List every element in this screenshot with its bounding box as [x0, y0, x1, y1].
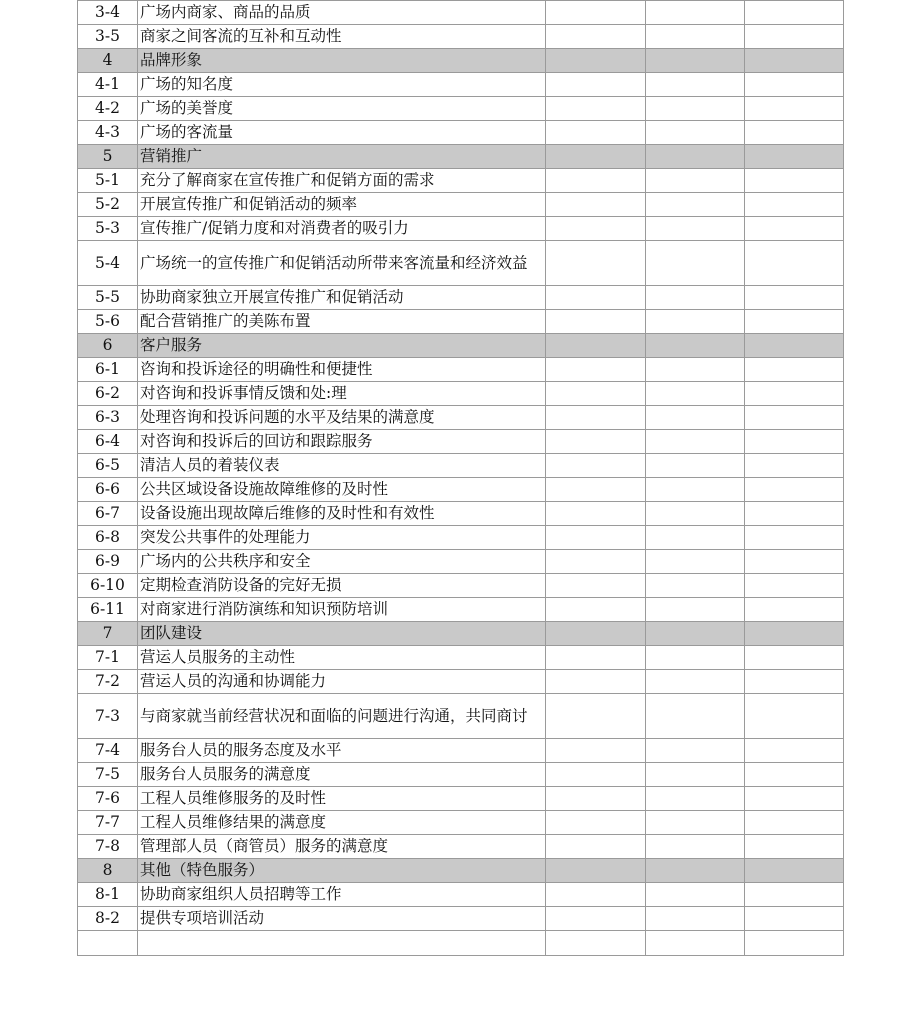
score-cell-a — [546, 907, 646, 931]
score-cell-b — [646, 454, 745, 478]
item-description: 定期检查消防设备的完好无损 — [138, 574, 546, 598]
item-code: 7-3 — [78, 694, 138, 739]
empty-cell — [546, 931, 646, 956]
item-code: 3-4 — [78, 1, 138, 25]
score-cell-a — [546, 763, 646, 787]
item-code: 4-3 — [78, 121, 138, 145]
table-row — [78, 169, 844, 193]
score-cell-a — [546, 694, 646, 739]
item-code: 6-4 — [78, 430, 138, 454]
score-cell-a — [546, 358, 646, 382]
score-cell-a — [546, 502, 646, 526]
item-description: 协助商家组织人员招聘等工作 — [138, 883, 546, 907]
table-row — [78, 574, 844, 598]
item-code: 6-9 — [78, 550, 138, 574]
table-row — [78, 670, 844, 694]
item-description: 工程人员维修结果的满意度 — [138, 811, 546, 835]
table-row — [78, 286, 844, 310]
score-cell-a — [546, 310, 646, 334]
score-cell-b — [646, 121, 745, 145]
score-cell-c — [745, 334, 844, 358]
score-cell-c — [745, 502, 844, 526]
section-row — [78, 145, 844, 169]
item-description: 对咨询和投诉事情反馈和处:理 — [138, 382, 546, 406]
score-cell-a — [546, 25, 646, 49]
score-cell-a — [546, 334, 646, 358]
item-code: 7-1 — [78, 646, 138, 670]
score-cell-c — [745, 97, 844, 121]
score-cell-c — [745, 598, 844, 622]
item-description: 工程人员维修服务的及时性 — [138, 787, 546, 811]
score-cell-b — [646, 763, 745, 787]
section-title: 品牌形象 — [138, 49, 546, 73]
evaluation-table-body — [78, 1, 844, 956]
score-cell-c — [745, 145, 844, 169]
score-cell-a — [546, 145, 646, 169]
score-cell-a — [546, 526, 646, 550]
table-row — [78, 310, 844, 334]
item-code: 4-1 — [78, 73, 138, 97]
table-row — [78, 382, 844, 406]
score-cell-b — [646, 430, 745, 454]
score-cell-b — [646, 574, 745, 598]
score-cell-a — [546, 430, 646, 454]
score-cell-a — [546, 121, 646, 145]
score-cell-c — [745, 883, 844, 907]
item-description: 开展宣传推广和促销活动的频率 — [138, 193, 546, 217]
score-cell-b — [646, 193, 745, 217]
item-description: 设备设施出现故障后维修的及时性和有效性 — [138, 502, 546, 526]
score-cell-c — [745, 241, 844, 286]
score-cell-c — [745, 310, 844, 334]
score-cell-c — [745, 454, 844, 478]
table-row — [78, 25, 844, 49]
score-cell-c — [745, 121, 844, 145]
item-description: 广场的客流量 — [138, 121, 546, 145]
item-code: 6-7 — [78, 502, 138, 526]
item-description: 协助商家独立开展宣传推广和促销活动 — [138, 286, 546, 310]
score-cell-b — [646, 334, 745, 358]
score-cell-b — [646, 550, 745, 574]
empty-cell — [646, 931, 745, 956]
score-cell-c — [745, 859, 844, 883]
score-cell-b — [646, 169, 745, 193]
table-row — [78, 430, 844, 454]
section-row — [78, 334, 844, 358]
score-cell-a — [546, 787, 646, 811]
item-code: 7-8 — [78, 835, 138, 859]
score-cell-a — [546, 859, 646, 883]
score-cell-b — [646, 502, 745, 526]
score-cell-b — [646, 1, 745, 25]
empty-row — [78, 931, 844, 956]
score-cell-a — [546, 382, 646, 406]
table-row — [78, 739, 844, 763]
item-code: 5 — [78, 145, 138, 169]
score-cell-a — [546, 883, 646, 907]
score-cell-a — [546, 286, 646, 310]
item-description: 广场统一的宣传推广和促销活动所带来客流量和经济效益 — [138, 241, 546, 286]
score-cell-c — [745, 670, 844, 694]
table-row — [78, 646, 844, 670]
score-cell-c — [745, 622, 844, 646]
table-row — [78, 193, 844, 217]
item-code: 6-5 — [78, 454, 138, 478]
item-code: 7-6 — [78, 787, 138, 811]
item-code: 7-5 — [78, 763, 138, 787]
score-cell-c — [745, 694, 844, 739]
section-row — [78, 859, 844, 883]
score-cell-a — [546, 670, 646, 694]
item-code: 5-2 — [78, 193, 138, 217]
section-title: 团队建设 — [138, 622, 546, 646]
table-row — [78, 454, 844, 478]
score-cell-b — [646, 598, 745, 622]
section-title: 客户服务 — [138, 334, 546, 358]
item-code: 7 — [78, 622, 138, 646]
section-title: 营销推广 — [138, 145, 546, 169]
score-cell-c — [745, 169, 844, 193]
score-cell-c — [745, 739, 844, 763]
score-cell-c — [745, 382, 844, 406]
item-description: 对商家进行消防演练和知识预防培训 — [138, 598, 546, 622]
score-cell-a — [546, 739, 646, 763]
item-code: 5-6 — [78, 310, 138, 334]
score-cell-b — [646, 241, 745, 286]
table-row — [78, 502, 844, 526]
table-row — [78, 883, 844, 907]
score-cell-c — [745, 526, 844, 550]
table-row — [78, 121, 844, 145]
score-cell-b — [646, 835, 745, 859]
score-cell-a — [546, 811, 646, 835]
item-description: 与商家就当前经营状况和面临的问题进行沟通，共同商讨 — [138, 694, 546, 739]
score-cell-c — [745, 907, 844, 931]
section-row — [78, 49, 844, 73]
item-description: 服务台人员服务的满意度 — [138, 763, 546, 787]
item-description: 提供专项培训活动 — [138, 907, 546, 931]
table-row — [78, 598, 844, 622]
score-cell-c — [745, 835, 844, 859]
item-description: 商家之间客流的互补和互动性 — [138, 25, 546, 49]
score-cell-a — [546, 97, 646, 121]
item-code: 5-1 — [78, 169, 138, 193]
item-code: 6-10 — [78, 574, 138, 598]
table-row — [78, 907, 844, 931]
table-row — [78, 550, 844, 574]
score-cell-b — [646, 145, 745, 169]
item-description: 清洁人员的着装仪表 — [138, 454, 546, 478]
score-cell-b — [646, 73, 745, 97]
score-cell-b — [646, 859, 745, 883]
score-cell-b — [646, 739, 745, 763]
item-description: 服务台人员的服务态度及水平 — [138, 739, 546, 763]
score-cell-c — [745, 49, 844, 73]
item-code: 6-2 — [78, 382, 138, 406]
item-code: 6-3 — [78, 406, 138, 430]
table-row — [78, 358, 844, 382]
empty-cell — [78, 931, 138, 956]
table-row — [78, 1, 844, 25]
item-description: 广场内商家、商品的品质 — [138, 1, 546, 25]
item-description: 宣传推广/促销力度和对消费者的吸引力 — [138, 217, 546, 241]
score-cell-b — [646, 358, 745, 382]
item-description: 营运人员的沟通和协调能力 — [138, 670, 546, 694]
table-row — [78, 73, 844, 97]
item-description: 对咨询和投诉后的回访和跟踪服务 — [138, 430, 546, 454]
score-cell-b — [646, 622, 745, 646]
score-cell-a — [546, 598, 646, 622]
section-title: 其他（特色服务） — [138, 859, 546, 883]
score-cell-a — [546, 478, 646, 502]
item-description: 营运人员服务的主动性 — [138, 646, 546, 670]
item-description: 广场的美誉度 — [138, 97, 546, 121]
score-cell-c — [745, 193, 844, 217]
item-code: 8-1 — [78, 883, 138, 907]
score-cell-a — [546, 406, 646, 430]
item-code: 6-8 — [78, 526, 138, 550]
table-row — [78, 787, 844, 811]
item-code: 7-2 — [78, 670, 138, 694]
score-cell-a — [546, 241, 646, 286]
item-code: 6-6 — [78, 478, 138, 502]
score-cell-a — [546, 49, 646, 73]
item-description: 配合营销推广的美陈布置 — [138, 310, 546, 334]
section-row — [78, 622, 844, 646]
score-cell-a — [546, 646, 646, 670]
evaluation-table — [77, 0, 844, 956]
table-row — [78, 763, 844, 787]
item-description: 充分了解商家在宣传推广和促销方面的需求 — [138, 169, 546, 193]
score-cell-b — [646, 478, 745, 502]
item-code: 4 — [78, 49, 138, 73]
item-description: 广场的知名度 — [138, 73, 546, 97]
item-code: 3-5 — [78, 25, 138, 49]
score-cell-a — [546, 835, 646, 859]
score-cell-b — [646, 217, 745, 241]
item-code: 5-4 — [78, 241, 138, 286]
score-cell-c — [745, 25, 844, 49]
score-cell-c — [745, 430, 844, 454]
score-cell-b — [646, 787, 745, 811]
item-description: 管理部人员（商管员）服务的满意度 — [138, 835, 546, 859]
score-cell-b — [646, 382, 745, 406]
score-cell-c — [745, 574, 844, 598]
item-code: 7-4 — [78, 739, 138, 763]
score-cell-c — [745, 646, 844, 670]
table-row — [78, 478, 844, 502]
score-cell-b — [646, 811, 745, 835]
score-cell-c — [745, 478, 844, 502]
table-row — [78, 526, 844, 550]
score-cell-b — [646, 526, 745, 550]
table-row — [78, 811, 844, 835]
item-code: 6-11 — [78, 598, 138, 622]
score-cell-a — [546, 622, 646, 646]
item-description: 处理咨询和投诉问题的水平及结果的满意度 — [138, 406, 546, 430]
score-cell-b — [646, 646, 745, 670]
score-cell-b — [646, 310, 745, 334]
score-cell-c — [745, 763, 844, 787]
score-cell-b — [646, 49, 745, 73]
score-cell-b — [646, 406, 745, 430]
score-cell-b — [646, 97, 745, 121]
score-cell-a — [546, 73, 646, 97]
score-cell-c — [745, 787, 844, 811]
score-cell-c — [745, 550, 844, 574]
score-cell-c — [745, 406, 844, 430]
table-row — [78, 694, 844, 739]
item-code: 6 — [78, 334, 138, 358]
item-code: 8 — [78, 859, 138, 883]
score-cell-a — [546, 1, 646, 25]
table-row — [78, 97, 844, 121]
score-cell-c — [745, 811, 844, 835]
item-code: 4-2 — [78, 97, 138, 121]
score-cell-c — [745, 217, 844, 241]
item-description: 公共区域设备设施故障维修的及时性 — [138, 478, 546, 502]
score-cell-a — [546, 169, 646, 193]
score-cell-a — [546, 217, 646, 241]
item-description: 突发公共事件的处理能力 — [138, 526, 546, 550]
item-code: 5-5 — [78, 286, 138, 310]
item-code: 6-1 — [78, 358, 138, 382]
score-cell-b — [646, 286, 745, 310]
score-cell-c — [745, 286, 844, 310]
score-cell-b — [646, 670, 745, 694]
table-row — [78, 406, 844, 430]
table-row — [78, 835, 844, 859]
table-row — [78, 217, 844, 241]
item-code: 8-2 — [78, 907, 138, 931]
score-cell-b — [646, 25, 745, 49]
empty-cell — [138, 931, 546, 956]
score-cell-a — [546, 454, 646, 478]
score-cell-c — [745, 73, 844, 97]
empty-cell — [745, 931, 844, 956]
score-cell-b — [646, 907, 745, 931]
score-cell-b — [646, 694, 745, 739]
score-cell-c — [745, 358, 844, 382]
score-cell-a — [546, 550, 646, 574]
item-description: 广场内的公共秩序和安全 — [138, 550, 546, 574]
item-code: 5-3 — [78, 217, 138, 241]
score-cell-a — [546, 574, 646, 598]
table-row — [78, 241, 844, 286]
evaluation-table-sheet — [77, 0, 843, 956]
item-code: 7-7 — [78, 811, 138, 835]
item-description: 咨询和投诉途径的明确性和便捷性 — [138, 358, 546, 382]
score-cell-c — [745, 1, 844, 25]
score-cell-a — [546, 193, 646, 217]
score-cell-b — [646, 883, 745, 907]
